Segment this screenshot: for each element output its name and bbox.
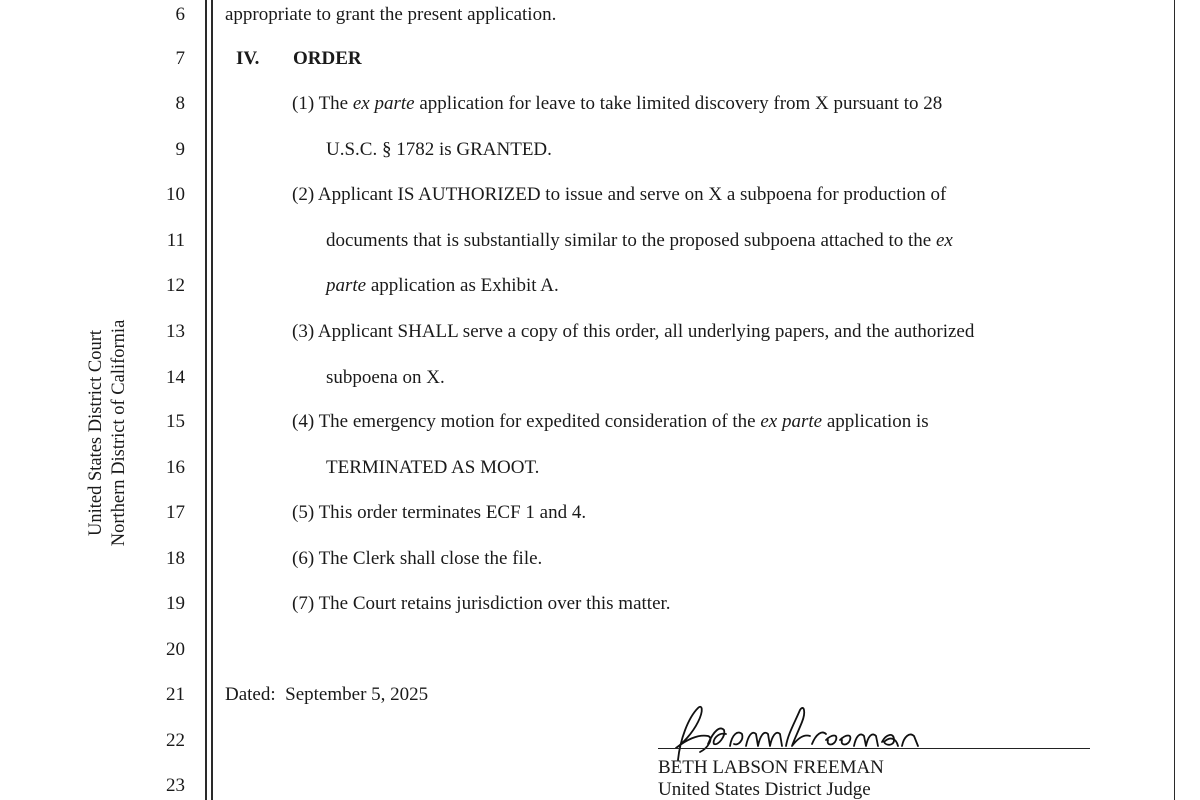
section-heading [236, 47, 362, 71]
item-number: (2) [292, 184, 315, 205]
item-number: (1) [292, 93, 315, 114]
order-item-2-continued: parte application as Exhibit A. [326, 275, 559, 296]
margin-rule-left-outer [205, 0, 207, 800]
line-number: 9 [175, 139, 185, 160]
line-number: 23 [166, 775, 185, 796]
order-item-7: (7) The Court retains jurisdiction over this matter. [292, 593, 671, 614]
section-title: ORDER [293, 48, 362, 69]
line-number: 21 [166, 684, 185, 705]
item-number: (5) [292, 502, 315, 523]
order-item-6: (6) The Clerk shall close the file. [292, 548, 543, 569]
order-item-4-continued: TERMINATED AS MOOT. [326, 457, 540, 478]
order-item-4: (4) The emergency motion for expedited consideration of the ex parte application is [292, 411, 929, 432]
line-number: 15 [166, 411, 185, 432]
item-number: (7) [292, 593, 315, 614]
line-number: 19 [166, 593, 185, 614]
item-number: (4) [292, 411, 315, 432]
court-district: Northern District of California [109, 319, 129, 547]
dated-value: September 5, 2025 [285, 684, 429, 705]
line-number: 22 [166, 730, 185, 751]
margin-rule-left-inner [211, 0, 213, 800]
line-number: 16 [166, 457, 185, 478]
section-number: IV. [236, 48, 260, 69]
line-number: 7 [175, 48, 185, 69]
line-number: 13 [166, 321, 185, 342]
line-number: 18 [166, 548, 185, 569]
line-number: 6 [175, 4, 185, 25]
order-item-3-continued: subpoena on X. [326, 367, 445, 388]
order-item-5: (5) This order terminates ECF 1 and 4. [292, 502, 587, 523]
margin-rule-right [1174, 0, 1175, 800]
dated-line [225, 683, 428, 707]
item-number: (3) [292, 321, 315, 342]
order-item-3: (3) Applicant SHALL serve a copy of this order, all underlying papers, and the authorized [292, 321, 975, 342]
line-number: 12 [166, 275, 185, 296]
dated-label: Dated: [225, 684, 276, 705]
order-item-1: (1) The ex parte application for leave to take limited discovery from X pursuant to 28 [292, 93, 943, 114]
judge-title: United States District Judge [658, 779, 871, 800]
order-item-2: (2) Applicant IS AUTHORIZED to issue and serve on X a subpoena for production of [292, 184, 947, 205]
signature-line [658, 748, 1090, 749]
order-item-1-continued: U.S.C. § 1782 is GRANTED. [326, 139, 552, 160]
line-number: 10 [166, 184, 185, 205]
court-caption [85, 320, 131, 547]
judge-name: BETH LABSON FREEMAN [658, 757, 884, 778]
item-number: (6) [292, 548, 315, 569]
line-number: 20 [166, 639, 185, 660]
paragraph-tail: appropriate to grant the present application. [225, 4, 557, 25]
line-number: 11 [166, 230, 185, 251]
line-number: 17 [166, 502, 185, 523]
court-name: United States District Court [86, 329, 106, 537]
order-item-2-continued: documents that is substantially similar to the proposed subpoena attached to the ex [326, 230, 953, 251]
line-number: 8 [175, 93, 185, 114]
line-number: 14 [166, 367, 185, 388]
